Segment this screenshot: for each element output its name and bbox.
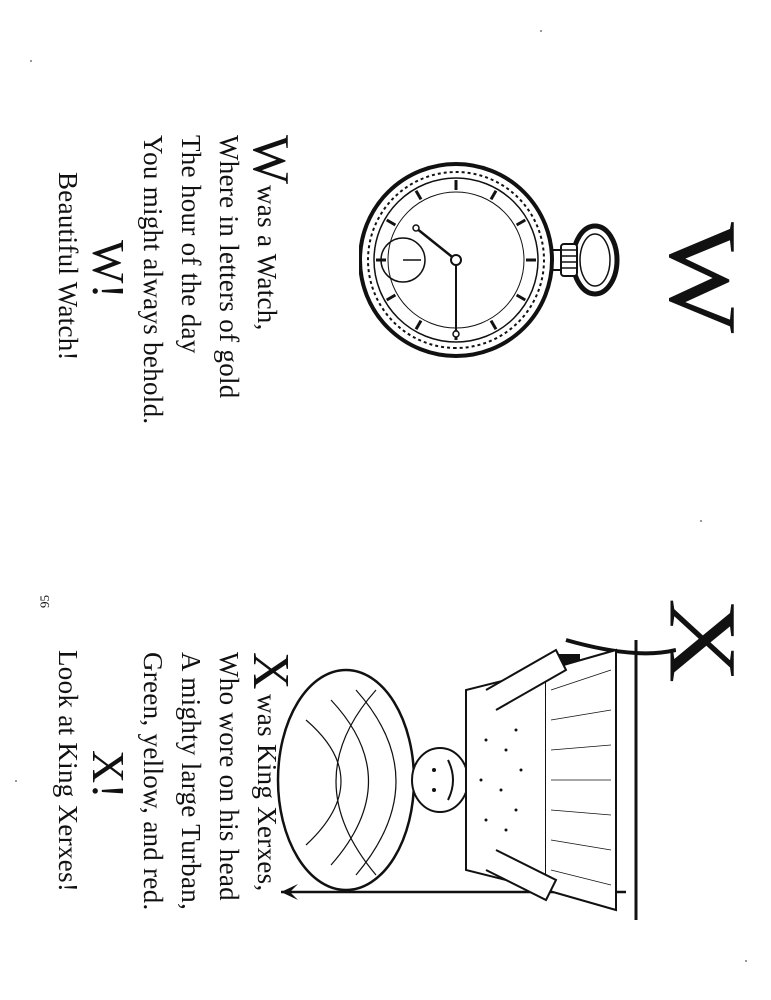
verse-line: Who wore on his head [214, 652, 244, 901]
scan-speck [700, 520, 702, 522]
dropcap-w: W [242, 135, 299, 185]
verse-line: You might always behold. [138, 135, 168, 425]
refrain-w: Beautiful Watch! [53, 172, 83, 361]
large-letter-w: W [649, 222, 757, 334]
king-xerxes-icon [276, 630, 676, 930]
verse-x [134, 652, 299, 911]
verse-line: was King Xerxes, [252, 694, 282, 892]
page-number: 95 [37, 595, 52, 608]
verse-line: A mighty large Turban, [176, 652, 206, 911]
verse-w [134, 135, 299, 425]
verse-line: The hour of the day [176, 135, 206, 354]
scan-speck [745, 960, 747, 962]
verse-line: was a Watch, [252, 185, 282, 331]
scan-speck [540, 30, 542, 32]
verse-line: Green, yellow, and red. [138, 652, 168, 911]
exclaim-w: W! [83, 240, 134, 299]
exclaim-x: X! [83, 750, 134, 799]
verse-line: Where in letters of gold [214, 135, 244, 399]
refrain-x: Look at King Xerxes! [53, 650, 83, 893]
dropcap-x: X [242, 652, 299, 690]
large-letter-x: X [649, 598, 757, 684]
scan-speck [15, 780, 17, 782]
scan-speck [30, 60, 32, 62]
pocket-watch-icon [359, 160, 621, 390]
